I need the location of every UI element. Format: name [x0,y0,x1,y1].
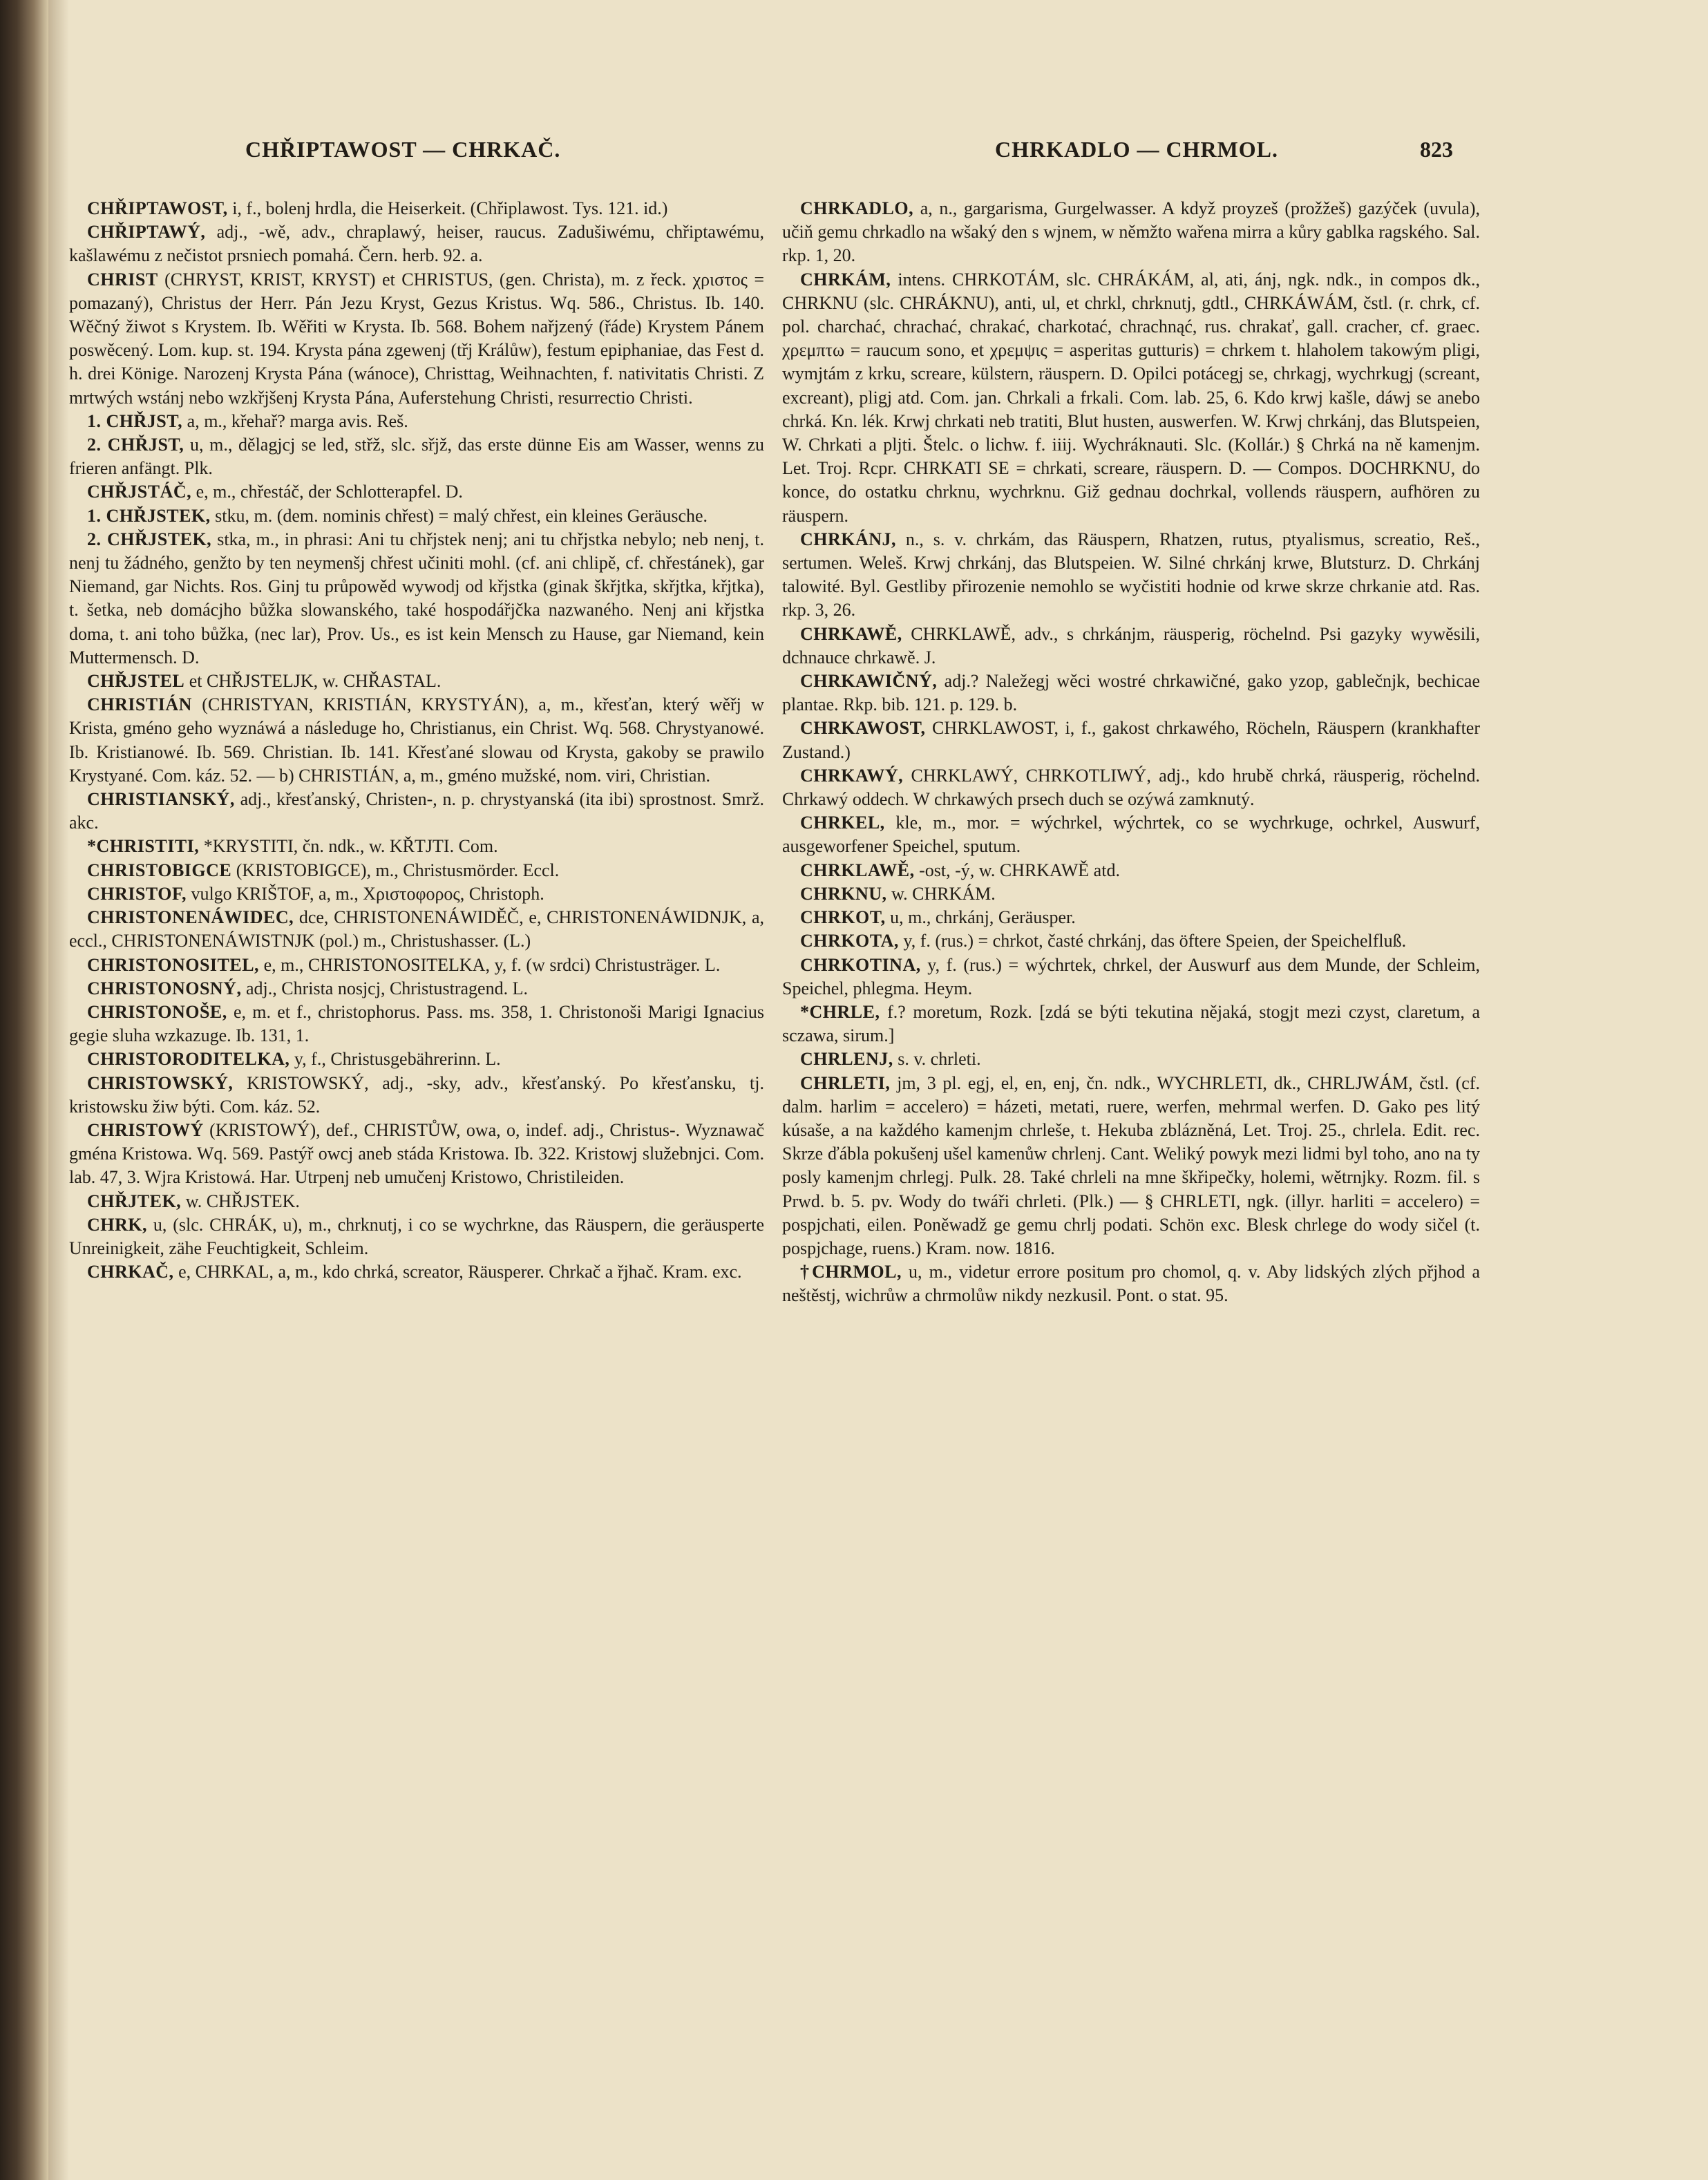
entry-headword: CHRKOTA, [800,931,899,951]
entry-definition: e, m., chřestáč, der Schlotterapfel. D. [191,482,463,502]
dictionary-entry [782,882,1480,906]
dictionary-entry [69,882,764,906]
entry-headword: †CHRMOL, [800,1262,902,1282]
entry-headword: CHRISTONENÁWIDEC, [87,907,294,928]
entry-headword: CHRISTONOSNÝ, [87,978,242,998]
left-column [69,197,764,1284]
entry-definition: stku, m. (dem. nominis chřest) = malý chřest, ein kleines Geräusche. [210,505,708,526]
dictionary-entry [69,528,764,670]
entry-definition: a, m., křehař? marga avis. Reš. [182,410,408,431]
entry-headword: CHRKAWIČNÝ, [800,671,938,692]
entry-headword: CHRKEL, [800,813,885,833]
dictionary-entry [69,410,764,433]
header-left-title: CHŘIPTAWOST — CHRKAČ. [245,137,561,162]
entry-definition: (CHRYST, KRIST, KRYST) et CHRISTUS, (gen. Christa), m. z řeck. χριστος = pomazaný), Christus der Herr. Pán Jezu Kryst, Gezus Kristus. Wq. 586., Christus. Ib. 140. Wěčný žiwot s Krystem. Ib. Wěřiti w Krysta. Ib. 568. Bohem nařjzený (řáde) Krystem Pánem poswěcený. Lom. kup. st. 194. Krysta pána zgewenj (třj Králůw), festum epiphaniae, das Fest d. h. drei Könige. Narozenj Krysta Pána (wánoce), Christtag, Weihnachten, f. nativitatis Christi. Z mrtwých wstánj nebo wzkřjšenj Krysta Pána, Auferstehung Christi, resurrectio Christi. [69,269,764,408]
page-gutter-shadow [48,0,69,2180]
dictionary-entry [69,1001,764,1048]
entry-definition: i, f., bolenj hrdla, die Heiserkeit. (Chřiplawost. Tys. 121. id.) [227,198,668,218]
entry-headword: CHRISTOWÝ [87,1119,204,1140]
dictionary-entry [69,906,764,953]
entry-definition: (KRISTOWÝ), def., CHRISTŮW, owa, o, indef. adj., Christus-. Wyznawač gména Kristowa. Wq. 569. Pastýř owcj aneb stáda Kristowa. Ib. 322. Kristowj služebnjci. Com. lab. 47, 3. Wjra Kristowá. Har. Utrpenj neb umučenj Kristowo, Christileiden. [69,1119,764,1188]
entry-definition: s. v. chrleti. [893,1049,981,1070]
entry-definition: u, m., chrkánj, Geräusper. [885,907,1076,928]
entry-headword: CHRLETI, [800,1072,891,1093]
page-number: 823 [1420,137,1453,162]
dictionary-entry [69,1048,764,1071]
entry-headword: CHRKAWOST, [800,718,926,739]
entry-headword: CHRISTONOSITEL, [87,954,260,975]
dictionary-entry [782,1072,1480,1261]
dictionary-entry [69,954,764,977]
dictionary-entry [782,1260,1480,1307]
dictionary-entry [69,1190,764,1213]
entry-headword: CHŘJTEK, [87,1191,182,1211]
entry-headword: *CHRISTITI, [87,836,200,857]
entry-headword: 1. CHŘJSTEK, [87,505,211,526]
entry-headword: CHŘIPTAWÝ, [87,222,206,243]
entry-headword: CHRISTIANSKÝ, [87,789,235,810]
entry-headword: 2. CHŘJST, [87,435,184,455]
dictionary-entry [69,1260,764,1284]
entry-definition: adj., Christa nosjcj, Christustragend. L. [241,978,528,998]
dictionary-entry [69,197,764,220]
entry-definition: u, m., videtur errore positum pro chomol, q. v. Aby lidských zlých přjhod a neštěstj, wichrůw a chrmolůw nikdy nezkusil. Pont. o stat. 95. [782,1262,1480,1306]
entry-headword: *CHRLE, [800,1001,880,1022]
entry-headword: CHRKNU, [800,883,887,904]
entry-headword: CHRKAWĚ, [800,623,902,644]
dictionary-entry [69,670,764,693]
entry-definition: n., s. v. chrkám, das Räuspern, Rhatzen, rutus, ptyalismus, screatio, Reš., sertumen. Weleš. Krwj chrkánj, das Blutspeien. W. Silné chrkánj krwe, Blutsturz. D. Chrkánj talowité. Byl. Gestliby přirozenie nemohlo se wyčistiti hodnie od krwe skrze chrkanie atd. Ras. rkp. 3, 26. [782,529,1480,620]
header-right-title: CHRKADLO — CHRMOL. [995,137,1278,162]
entry-headword: CHRISTOWSKÝ, [87,1072,234,1093]
dictionary-entry [69,1213,764,1260]
entry-headword: CHRKOT, [800,907,886,928]
entry-headword: CHRKOTINA, [800,954,921,975]
dictionary-entry [782,929,1480,953]
dictionary-entry [782,764,1480,811]
entry-headword: CHRKÁNJ, [800,529,897,549]
entry-headword: CHRISTIÁN [87,694,192,715]
dictionary-entry [69,1072,764,1119]
dictionary-entry [782,954,1480,1001]
entry-definition: e, m., CHRISTONOSITELKA, y, f. (w srdci) Christusträger. L. [259,954,721,975]
entry-definition: y, f. (rus.) = chrkot, časté chrkánj, das öftere Speien, der Speichelfluß. [898,931,1407,951]
entry-definition: kle, m., mor. = wýchrkel, wýchrtek, co se wychrkuge, ochrkel, Auswurf, ausgeworfener Speichel, sputum. [782,813,1480,857]
entry-definition: adj.? Naležegj wěci wostré chrkawičné, gako yzop, gablečnjk, bechicae plantae. Rkp. bib. 121. p. 129. b. [782,671,1480,715]
entry-definition: CHRKLAWĚ, adv., s chrkánjm, räusperig, röchelnd. Psi gazyky wywěsili, dchnauce chrkawě. J. [782,623,1480,667]
dictionary-entry [69,859,764,882]
dictionary-entry [782,859,1480,882]
dictionary-entry [69,433,764,480]
entry-definition: CHRKLAWOST, i, f., gakost chrkawého, Röcheln, Räuspern (krankhafter Zustand.) [782,718,1480,762]
entry-definition: intens. CHRKOTÁM, slc. CHRÁKÁM, al, ati, ánj, ngk. ndk., in compos dk., CHRKNU (slc. CHRÁKNU), anti, ul, et chrkl, chrknutj, gdtl., CHRKÁWÁM, čstl. (r. chrk, cf. pol. charchać, chrachać, chrakać, charkotać, chrachnąć, rus. chrakať, gall. cracher, cf. graec. χρεμπτω = raucum sono, et χρεμψις = asperitas gutturis) = chrkem t. hlaholem takowým pligi, wymjtám z krku, screare, külstern, räuspern. D. Opilci potácegj se, chrkagj, wychrkugj (screant, excreant), pligj atd. Com. jan. Chrkali a frkali. Com. lab. 25, 6. Kdo krwj kašle, dáwj se anebo chrká. Kn. lék. Krwj chrkati neb tratiti, Blut husten, auswerfen. W. Krwj chrkánj, das Blutspeien, W. Chrkati a pljti. Štelc. o lichw. f. iiij. Wychráknauti. Slc. (Kollár.) § Chrká na ně kamenjm. Let. Troj. Rcpr. CHRKATI SE = chrkati, screare, räuspern. D. — Compos. DOCHRKNU, do konce, do ostatku chrknu, wychrknu. Giž gednau dochrkal, vollends räuspern, aufhören zu räuspern. [782,269,1480,526]
running-header [69,137,1520,178]
entry-headword: CHRK, [87,1214,147,1235]
entry-definition: u, (slc. CHRÁK, u), m., chrknutj, i co se wychrkne, das Räuspern, die geräusperte Unreinigkeit, zähe Feuchtigkeit, Schleim. [69,1214,764,1258]
dictionary-entry [782,1048,1480,1071]
entry-headword: 1. CHŘJST, [87,410,183,431]
dictionary-entry [69,693,764,788]
dictionary-entry [782,811,1480,858]
entry-headword: CHRKAWÝ, [800,765,904,786]
book-binding [0,0,48,2180]
entry-definition: e, m. et f., christophorus. Pass. ms. 358, 1. Christonoši Marigi Ignacius gegie sluha wzkazuge. Ib. 131, 1. [69,1001,764,1046]
entry-headword: CHRKÁM, [800,269,891,290]
entry-headword: CHRKADLO, [800,198,914,218]
entry-definition: f.? moretum, Rozk. [zdá se býti tekutina nějaká, stogjt mezi czyst, claretum, a sczawa, sirum.] [782,1001,1480,1046]
entry-definition: w. CHŘJSTEK. [181,1191,300,1211]
entry-headword: CHRKLAWĚ, [800,860,915,880]
entry-headword: CHŘJSTÁČ, [87,482,192,502]
entry-definition: adj., -wě, adv., chraplawý, heiser, raucus. Zadušiwému, chřiptawému, kašlawému z nečistot prsniech pomahá. Čern. herb. 92. a. [69,222,764,266]
entry-definition: (CHRISTYAN, KRISTIÁN, KRYSTYÁN), a, m., křesťan, který wěřj w Krista, gméno geho wyznáwá a následuge ho, Christianus, ein Christ. Wq. 568. Chrystyanowé. Ib. Kristianowé. Ib. 569. Christian. Ib. 141. Křesťané slowau od Krysta, gakoby se prawilo Krystyané. Com. káz. 52. — b) CHRISTIÁN, a, m., gméno mužské, nom. viri, Christian. [69,694,764,786]
entry-headword: CHRIST [87,269,158,290]
dictionary-entry [782,197,1480,268]
entry-headword: CHRISTONOŠE, [87,1001,227,1022]
entry-definition: *KRYSTITI, čn. ndk., w. KŘTJTI. Com. [199,836,498,857]
dictionary-entry [69,1119,764,1190]
entry-definition: (KRISTOBIGCE), m., Christusmörder. Eccl. [231,860,560,880]
entry-definition: a, n., gargarisma, Gurgelwasser. A když proyzeš (prožžeš) gazýček (uvula), učiň gemu chrkadlo na wšaký den s wjnem, w němžto wařena mirra a kůry gablka ragského. Sal. rkp. 1, 20. [782,198,1480,266]
entry-headword: CHRISTOF, [87,883,187,904]
dictionary-entry [69,268,764,410]
dictionary-entry [782,670,1480,717]
dictionary-entry [69,835,764,858]
dictionary-entry [782,1001,1480,1048]
entry-headword: CHRISTOBIGCE [87,860,232,880]
dictionary-entry [782,623,1480,670]
dictionary-entry [782,906,1480,929]
entry-definition: e, CHRKAL, a, m., kdo chrká, screator, Räusperer. Chrkač a řjhač. Kram. exc. [173,1262,742,1282]
entry-headword: CHRISTORODITELKA, [87,1049,290,1070]
entry-definition: adj., křesťanský, Christen-, n. p. chrystyanská (ita ibi) sprostnost. Smrž. akc. [69,789,764,833]
dictionary-entry [69,220,764,267]
entry-definition: CHRKLAWÝ, CHRKOTLIWÝ, adj., kdo hrubě chrká, räusperig, röchelnd. Chrkawý oddech. W chrkawých prsech duch se ozýwá zamknutý. [782,765,1480,810]
entry-headword: 2. CHŘJSTEK, [87,529,212,549]
entry-definition: jm, 3 pl. egj, el, en, enj, čn. ndk., WYCHRLETI, dk., CHRLJWÁM, čstl. (cf. dalm. harlim = accelero) = házeti, metati, ruere, werfen, mehrmal werfen. D. Gako pes litý kúsaše, a na každého kamenjm chrleše, t. Hekuba zblázněná, Let. Troj. 25., chrlela. Edit. rec. Skrze ďábla pokušenj ušel kamenůw chrlenj. Cant. Weliký powyk mezi lidmi byl toho, ano na ty posly kamenjm chrlegj. Pulk. 28. Také chrleli na mne škřipečky, holemi, wětrnjky. Rozm. fil. s Prwd. b. 5. pv. Wody do twáři chrleti. (Plk.) — § CHRLETI, ngk. (illyr. harliti = accelero) = pospjchati, eilen. Poněwadž ge gemu chrlj podati. Schön exc. Blesk chrlege do wody sičel (t. pospjchage, ruens.) Kram. now. 1816. [782,1072,1480,1258]
entry-definition: dce, CHRISTONENÁWIDĚČ, e, CHRISTONENÁWIDNJK, a, eccl., CHRISTONENÁWISTNJK (pol.) m., Christushasser. (L.) [69,907,764,951]
dictionary-entry [69,504,764,528]
dictionary-entry [69,480,764,504]
entry-headword: CHŘJSTEL [87,671,185,692]
entry-definition: y, f. (rus.) = wýchrtek, chrkel, der Auswurf aus dem Munde, der Schleim, Speichel, phlegma. Heym. [782,954,1480,998]
entry-definition: stka, m., in phrasi: Ani tu chřjstek nenj; ani tu chřjstka nebylo; neb nenj, t. nenj tu žádného, genžto by ten neymenšj chřest učiniti mohl. (cf. ani chlipě, cf. chřestánek), gar Niemand, gar Nichts. Ros. Ginj tu průpowěd wywodj od křjstka (ginak škřjtka, skřjtka, křjtka), t. šetka, neb domácjho bůžka slowanského, také hospodářjčka nazwaného. Nenj ani křjstka doma, t. ani toho bůžka, (nec lar), Prov. Us., es ist kein Mensch zu Hause, gar Niemand, kein Muttermensch. D. [69,529,764,667]
entry-headword: CHRLENJ, [800,1049,893,1070]
entry-definition: KRISTOWSKÝ, adj., -sky, adv., křesťanský. Po křesťansku, tj. kristowsku žiw býti. Com. káz. 52. [69,1072,764,1117]
entry-definition: vulgo KRIŠTOF, a, m., Χριστοφορος, Christoph. [186,883,544,904]
entry-definition: -ost, -ý, w. CHRKAWĚ atd. [914,860,1120,880]
dictionary-entry [782,717,1480,764]
dictionary-entry [782,528,1480,623]
entry-definition: et CHŘJSTELJK, w. CHŘASTAL. [184,671,442,692]
dictionary-entry [782,268,1480,528]
entry-definition: y, f., Christusgebährerinn. L. [290,1049,501,1070]
dictionary-entry [69,977,764,1001]
entry-headword: CHŘIPTAWOST, [87,198,228,218]
dictionary-entry [69,788,764,835]
entry-definition: w. CHRKÁM. [886,883,996,904]
right-column [782,197,1480,1308]
entry-definition: u, m., dělagjcj se led, střž, slc. sřjž, das erste dünne Eis am Wasser, wenns zu frieren anfängt. Plk. [69,435,764,479]
entry-headword: CHRKAČ, [87,1262,174,1282]
